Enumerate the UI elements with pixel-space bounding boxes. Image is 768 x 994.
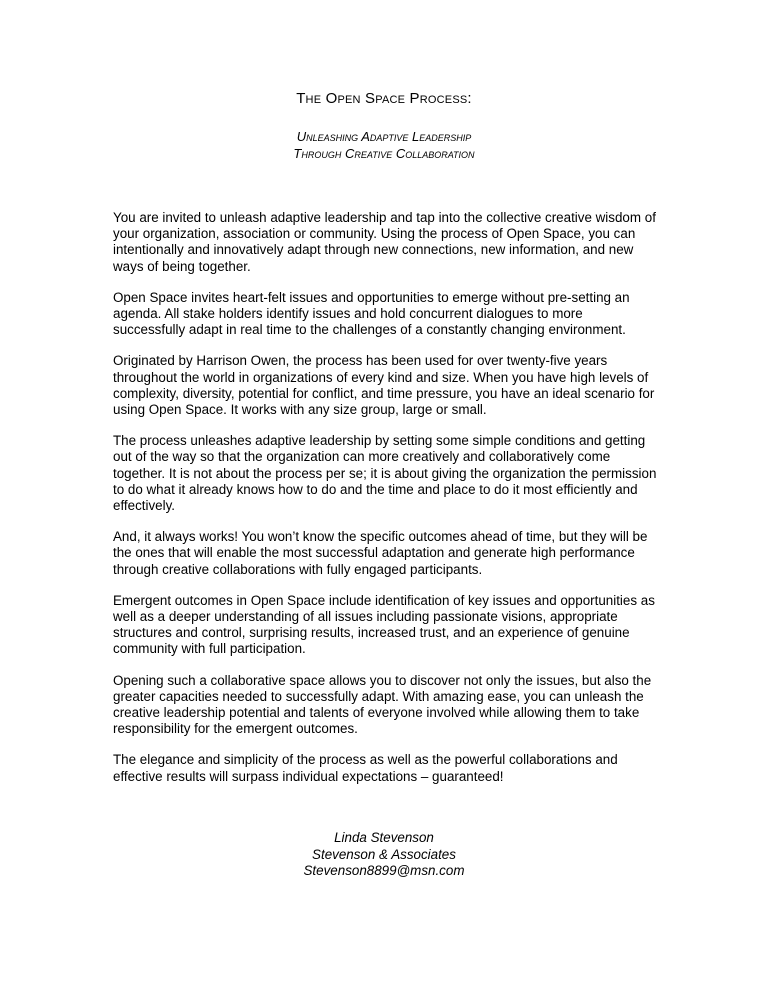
document-subtitle-line2: Through Creative Collaboration xyxy=(293,146,475,161)
signature-company: Stevenson & Associates xyxy=(312,846,456,862)
paragraph-process: The process unleashes adaptive leadership by setting some simple conditions and getting out of the way so that the organization can more creatively and collaboratively come together. It is not about the process per se; it is about giving the organization the permission to do what it already knows how to do and the time and place to do it most efficiently and effectively. xyxy=(113,433,657,514)
signature-block xyxy=(0,830,768,880)
paragraph-collaborative-space: Opening such a collaborative space allows you to discover not only the issues, but also the greater capacities needed to successfully adapt. With amazing ease, you can unleash the creative leadership potential and talents of everyone involved while allowing them to take responsibility for the emergent outcomes. xyxy=(113,672,652,737)
paragraph-elegance: The elegance and simplicity of the process as well as the powerful collaborations and effective results will surpass individual expectations – guaranteed! xyxy=(113,752,618,784)
paragraph-outcomes: Emergent outcomes in Open Space include identification of key issues and opportunities as well as a deeper understanding of all issues including passionate visions, appropriate structures and control, surprising results, increased trust, and an experience of genuine community with full participation. xyxy=(113,592,655,657)
signature-email: Stevenson8899@msn.com xyxy=(303,863,465,878)
paragraph-agenda: Open Space invites heart-felt issues and opportunities to emerge without pre-setting an agenda. All stake holders identify issues and hold concurrent dialogues to more successfully adapt in real time to the challenges of a constantly changing environment. xyxy=(113,289,630,338)
paragraph-origin: Originated by Harrison Owen, the process has been used for over twenty-five years throughout the world in organizations of every kind and size. When you have high levels of complexity, diversity, potential for conflict, and time pressure, you have an ideal scenario for using Open Space. It works with any size group, large or small. xyxy=(113,353,655,418)
paragraph-invitation: You are invited to unleash adaptive leadership and tap into the collective creative wisdom of your organization, association or community. Using the process of Open Space, you can intentionally and innovatively adapt through new connections, new information, and new ways of being together. xyxy=(113,210,656,274)
paragraph-always-works: And, it always works! You won’t know the specific outcomes ahead of time, but they will be the ones that will enable the most successful adaptation and generate high performance through creative collaborations with fully engaged participants. xyxy=(113,529,648,577)
document-body xyxy=(113,210,658,800)
document-title: The Open Space Process: xyxy=(296,90,472,107)
signature-name: Linda Stevenson xyxy=(334,830,434,845)
document-subtitle-line1: Unleashing Adaptive Leadership xyxy=(296,129,472,144)
